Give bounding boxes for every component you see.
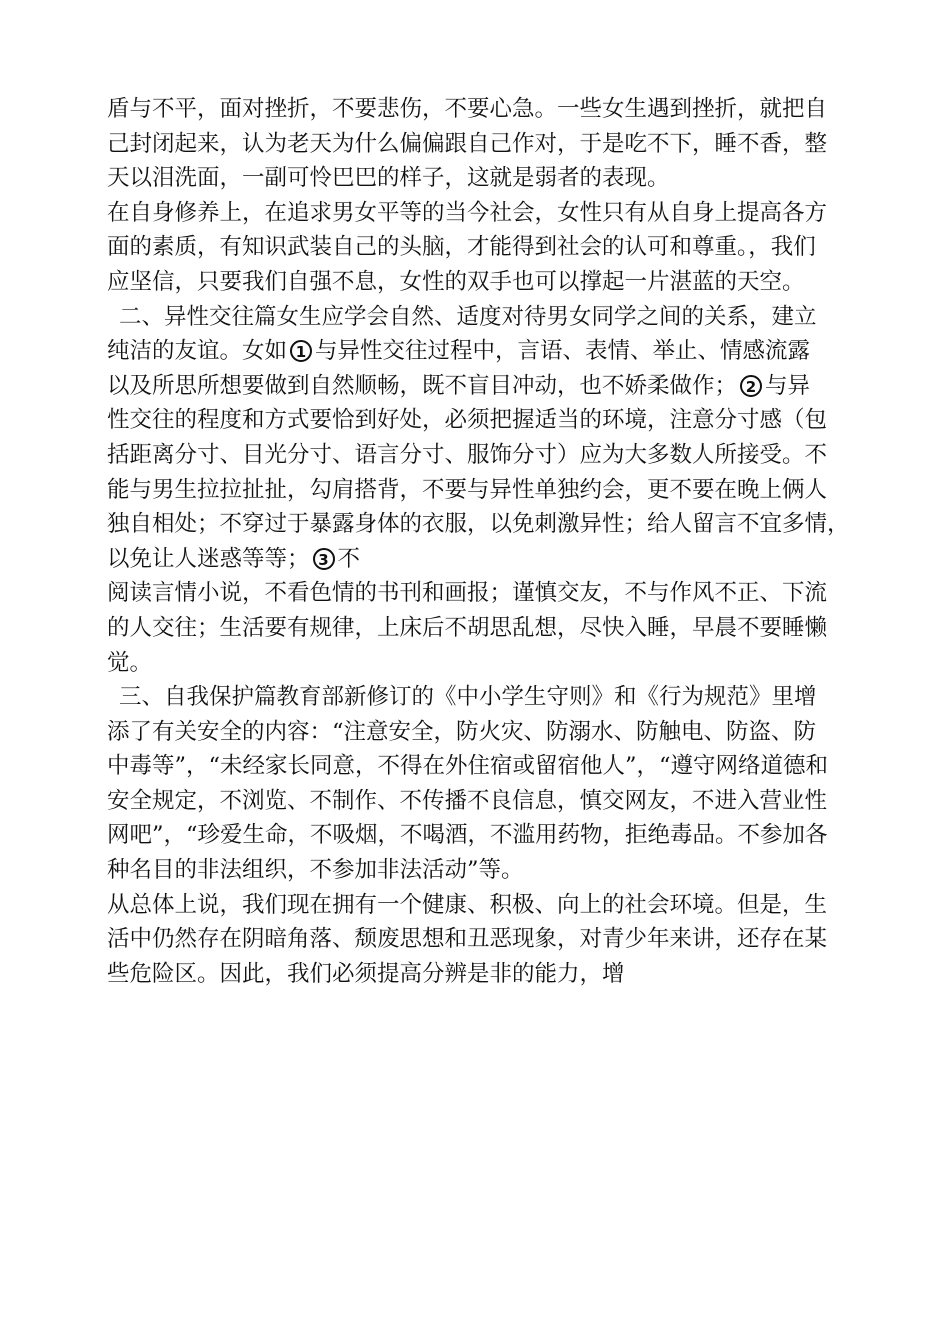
text-line xyxy=(107,646,867,681)
text-line xyxy=(107,473,867,508)
text-segment: 以及所思所想要做到自然顺畅，既不盲目冲动，也不娇柔做作； xyxy=(107,372,738,399)
text-segment: 括距离分寸、目光分寸、语言分寸、服饰分寸）应为大多数人所接受。不 xyxy=(107,441,828,468)
text-line xyxy=(107,230,867,265)
text-line xyxy=(107,888,867,923)
text-line xyxy=(107,542,867,577)
text-line xyxy=(107,403,867,438)
text-line xyxy=(107,957,867,992)
text-segment: 二、异性交往篇女生应学会自然、适度对待男女同学之间的关系，建立 xyxy=(119,303,817,330)
text-segment: 添了有关安全的内容：“注意安全，防火灾、防溺水、防触电、防盗、防 xyxy=(107,718,817,745)
text-segment: 能与男生拉拉扯扯，勾肩搭背，不要与异性单独约会，更不要在晚上俩人 xyxy=(107,476,828,503)
text-line xyxy=(107,127,867,162)
text-segment: 盾与不平，面对挫折，不要悲伤，不要心急。一些女生遇到挫折，就把自 xyxy=(107,96,828,122)
text-segment: 活中仍然存在阴暗角落、颓废思想和丑恶现象，对青少年来讲，还存在某 xyxy=(107,926,828,953)
text-segment: 纯洁的友谊。女如 xyxy=(107,338,288,365)
text-segment: 面的素质，有知识武装自己的头脑，才能得到社会的认可和尊重。，我们 xyxy=(107,234,816,261)
text-line xyxy=(107,369,867,404)
text-segment: 中毒等”，“未经家长同意，不得在外住宿或留宿他人”，“遵守网络道德和 xyxy=(107,753,829,780)
text-segment: 己封闭起来，认为老天为什么偏偏跟自己作对，于是吃不下，睡不香，整 xyxy=(107,130,828,157)
text-segment: 天以泪洗面，一副可怜巴巴的样子，这就是弱者的表现。 xyxy=(107,165,670,192)
document-body xyxy=(107,92,867,991)
text-segment: 网吧”，“珍爱生命，不吸烟，不喝酒，不滥用药物，拒绝毒品。不参加各 xyxy=(107,822,828,849)
text-line xyxy=(107,300,867,335)
text-line xyxy=(107,196,867,231)
text-segment: 应坚信，只要我们自强不息，女性的双手也可以撑起一片湛蓝的天空。 xyxy=(107,268,805,295)
circled-number: 1 xyxy=(290,340,312,362)
text-line xyxy=(107,784,867,819)
text-segment: 不 xyxy=(337,545,361,572)
text-segment: 安全规定，不浏览、不制作、不传播不良信息，慎交网友，不进入营业性 xyxy=(107,787,828,814)
text-line xyxy=(107,334,867,369)
text-line xyxy=(107,611,867,646)
text-segment: 觉。 xyxy=(107,649,153,676)
circled-number: 3 xyxy=(313,548,335,570)
text-line xyxy=(107,438,867,473)
text-segment: 种名目的非法组织，不参加非法活动”等。 xyxy=(107,857,524,884)
text-segment: 三、自我保护篇教育部新修订的《中小学生守则》和《行为规范》里增 xyxy=(119,684,817,711)
text-line xyxy=(107,818,867,853)
text-segment: 在自身修养上，在追求男女平等的当今社会，女性只有从自身上提高各方 xyxy=(107,199,828,226)
text-segment: 的人交往；生活要有规律，上床后不胡思乱想，尽快入睡，早晨不要睡懒 xyxy=(107,614,828,641)
text-segment: 独自相处；不穿过于暴露身体的衣服，以免刺激异性；给人留言不宜多情， xyxy=(107,511,850,538)
text-line xyxy=(107,922,867,957)
text-line xyxy=(107,749,867,784)
text-line xyxy=(107,853,867,888)
text-segment: 些危险区。因此，我们必须提高分辨是非的能力，增 xyxy=(107,960,625,987)
text-line xyxy=(107,92,867,127)
text-segment: 性交往的程度和方式要恰到好处，必须把握适当的环境，注意分寸感（包 xyxy=(107,407,828,434)
text-segment: 与异性交往过程中，言语、表情、举止、情感流露 xyxy=(315,338,811,365)
text-segment: 从总体上说，我们现在拥有一个健康、积极、向上的社会环境。但是，生 xyxy=(107,891,828,918)
text-line xyxy=(107,715,867,750)
text-line xyxy=(107,680,867,715)
text-segment: 阅读言情小说，不看色情的书刊和画报；谨慎交友，不与作风不正、下流 xyxy=(107,580,828,607)
text-line xyxy=(107,507,867,542)
text-segment: 以免让人迷惑等等； xyxy=(107,545,310,572)
text-line xyxy=(107,576,867,611)
circled-number: 2 xyxy=(740,375,762,397)
text-line xyxy=(107,161,867,196)
text-line xyxy=(107,265,867,300)
text-segment: 与异 xyxy=(765,372,811,399)
